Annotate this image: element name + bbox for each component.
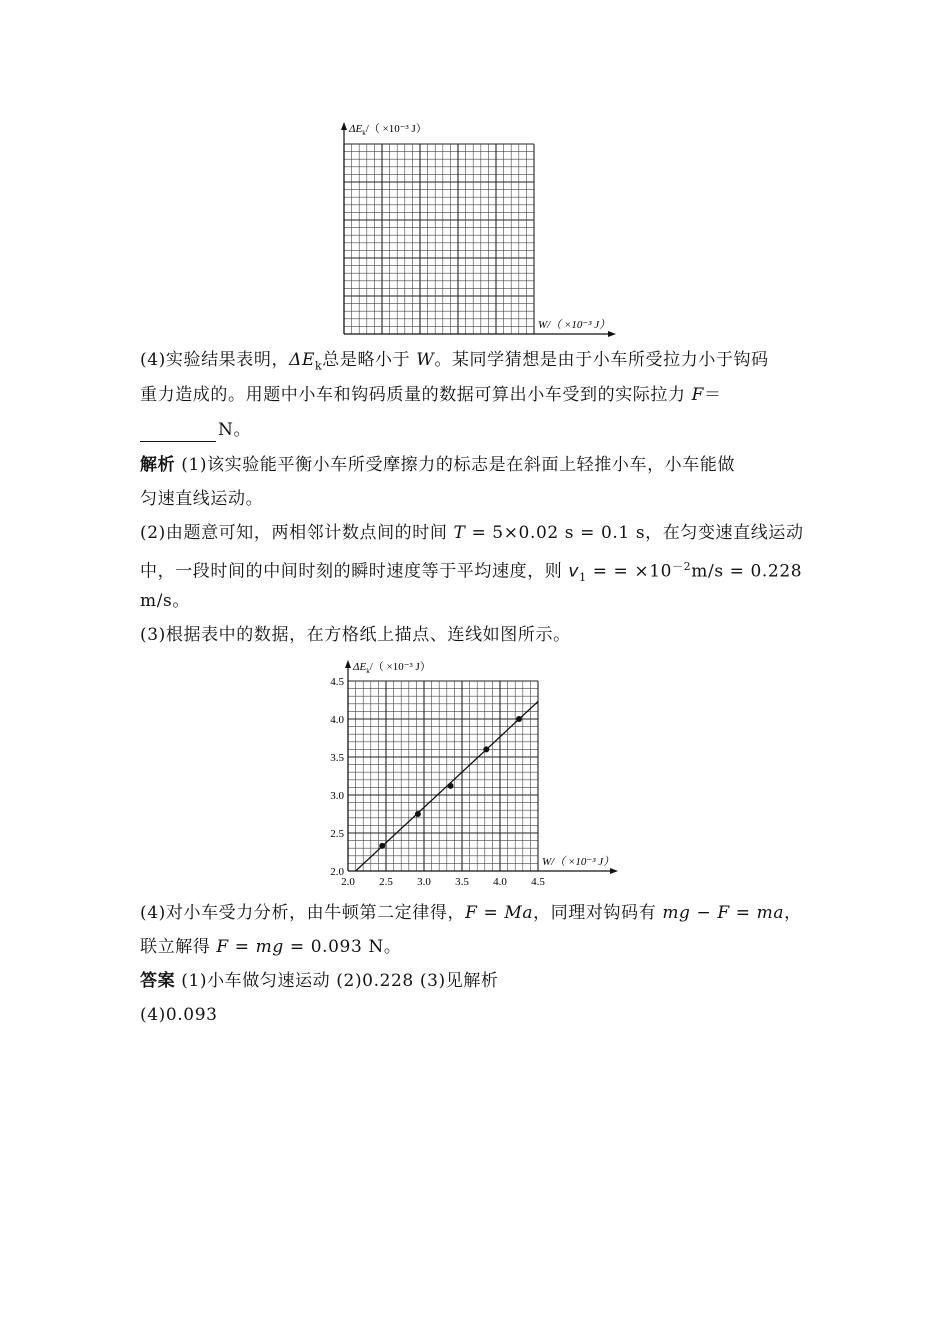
- answer-blank[interactable]: [140, 423, 216, 442]
- blank-y-label: $\Delta E_k/( \times 10^{-3}$ J）: [349, 123, 427, 137]
- x-tick-label: 2.0: [341, 876, 355, 888]
- blank-x-arrow: [608, 331, 616, 337]
- y-tick-label: 3.0: [330, 790, 344, 802]
- blank-grid-lines: [344, 144, 534, 334]
- analysis-p4-line-2: 联立解得 F = mg = 0.093 N。: [140, 937, 402, 957]
- chart-grid-lines: [348, 681, 538, 871]
- data-point: [379, 843, 385, 849]
- dEk-vs-W-chart: [322, 656, 642, 892]
- data-point: [448, 783, 454, 789]
- answer-label: 答案: [140, 971, 176, 991]
- analysis-label: 解析: [140, 455, 176, 475]
- chart-y-arrow: [345, 660, 351, 668]
- y-tick-label: 4.5: [330, 676, 344, 688]
- analysis-p2-line-1: (2)由题意可知，两相邻计数点间的时间 T = 5×0.02 s = 0.1 s，在匀变速直线运动: [140, 523, 804, 543]
- y-tick-label: 4.0: [330, 714, 344, 726]
- answer-line-2: (4)0.093: [140, 1005, 218, 1025]
- x-tick-label: 3.0: [417, 876, 431, 888]
- chart-x-arrow: [610, 868, 618, 874]
- analysis-p3: (3)根据表中的数据，在方格纸上描点、连线如图所示。: [140, 625, 571, 645]
- data-point: [483, 746, 489, 752]
- analysis-p2-line-3: m/s。: [140, 591, 190, 611]
- analysis-p4-line-1: (4)对小车受力分析，由牛顿第二定律得，F = Ma，同理对钩码有 mg − F = ma，: [140, 903, 802, 923]
- x-tick-label: 4.0: [493, 876, 507, 888]
- analysis-p1-line-1: 解析 (1)该实验能平衡小车所受摩擦力的标志是在斜面上轻推小车，小车能做: [140, 455, 736, 475]
- chart-y-label: $\Delta E_k/( \times 10^{-3}$ J）: [353, 661, 431, 675]
- blank-x-label: W/（ ×10⁻³ J）: [538, 319, 611, 331]
- x-tick-label: 4.5: [531, 876, 545, 888]
- y-tick-label: 2.5: [330, 828, 344, 840]
- analysis-p2-line-2: 中，一段时间的中间时刻的瞬时速度等于平均速度，则 $v_1$ = = $\times 10^{-2}m/s = 0.228$: [140, 560, 803, 585]
- data-point: [516, 716, 522, 722]
- q4-line-3: N。: [140, 418, 251, 442]
- y-tick-label: 2.0: [330, 866, 344, 878]
- blank-grid-graph: [320, 118, 640, 340]
- answer-line-1: 答案 (1)小车做匀速运动 (2)0.228 (3)见解析: [140, 971, 499, 991]
- q4-line-1: (4)实验结果表明，$\Delta E_k$总是略小于 W。某同学猜想是由于小车所受拉力小于钩码: [140, 350, 769, 373]
- chart-tick-labels: [330, 676, 545, 888]
- chart-x-label: W/（ ×10⁻³ J）: [542, 856, 615, 868]
- analysis-p1-line-2: 匀速直线运动。: [140, 489, 264, 509]
- q4-line-2: 重力造成的。用题中小车和钩码质量的数据可算出小车受到的实际拉力 F＝: [140, 385, 722, 405]
- y-tick-label: 3.5: [330, 752, 344, 764]
- x-tick-label: 2.5: [379, 876, 393, 888]
- x-tick-label: 3.5: [455, 876, 469, 888]
- data-point: [415, 811, 421, 817]
- blank-y-arrow: [341, 122, 347, 130]
